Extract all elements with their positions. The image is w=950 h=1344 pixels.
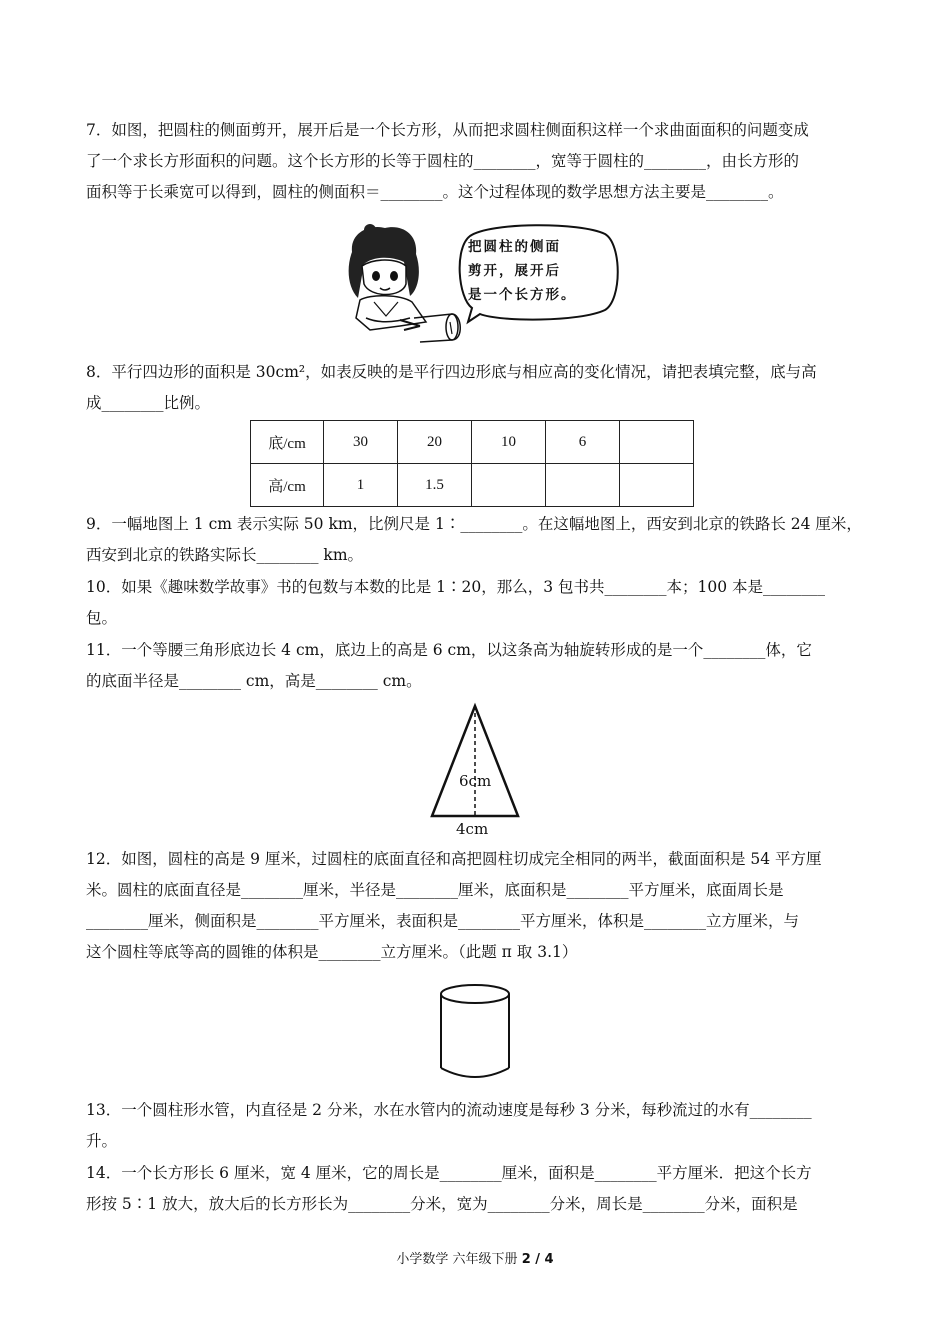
table-cell: 1	[324, 464, 398, 507]
cylinder-top	[441, 985, 509, 1003]
table-cell: 6	[546, 421, 620, 464]
question-8-line: 8．平行四边形的面积是 30cm²，如表反映的是平行四边形底与相应高的变化情况，请把表填完整，底与高	[86, 363, 817, 381]
footer-text: 小学数学 六年级下册	[396, 1252, 522, 1267]
question-10	[86, 572, 866, 634]
question-9-line: 9．一幅地图上 1 cm 表示实际 50 km，比例尺是 1∶________。在这幅地图上，西安到北京的铁路长 24 厘米，	[86, 515, 862, 533]
page-footer	[0, 1248, 950, 1267]
question-14-line: 形按 5∶1 放大，放大后的长方形长为________分米，宽为________分米，周长是________分米，面积是	[86, 1195, 798, 1213]
base-height-table	[250, 420, 694, 507]
question-10-line: 包。	[86, 609, 118, 627]
question-14-line: 14．一个长方形长 6 厘米，宽 4 厘米，它的周长是________厘米，面积是________平方厘米．把这个长方	[86, 1164, 812, 1182]
table-cell	[546, 464, 620, 507]
table-cell: 1.5	[398, 464, 472, 507]
question-8	[86, 357, 866, 419]
table-cell	[472, 464, 546, 507]
table-cell	[620, 421, 694, 464]
page-number: 2 / 4	[521, 1252, 554, 1267]
question-8-line: 成________比例。	[86, 394, 211, 412]
speech-bubble-line: 把圆柱的侧面	[468, 239, 561, 255]
question-11-line: 11．一个等腰三角形底边长 4 cm，底边上的高是 6 cm，以这条高为轴旋转形成的是一个________体，它	[86, 641, 812, 659]
question-7-line: 7．如图，把圆柱的侧面剪开，展开后是一个长方形，从而把求圆柱侧面积这样一个求曲面面积的问题变成	[86, 121, 809, 139]
speech-bubble-text	[468, 235, 598, 307]
question-13	[86, 1095, 866, 1157]
cylinder-bottom	[441, 1068, 509, 1077]
triangle-height-label: 6cm	[459, 772, 492, 790]
speech-bubble-line: 剪开，展开后	[468, 263, 561, 279]
table-cell: 20	[398, 421, 472, 464]
question-10-line: 10．如果《趣味数学故事》书的包数与本数的比是 1∶20，那么，3 包书共________本；100 本是________	[86, 578, 826, 596]
question-9	[86, 509, 866, 571]
question-12-line: ________厘米，侧面积是________平方厘米，表面积是________平方厘米，体积是________立方厘米，与	[86, 912, 800, 930]
question-7	[86, 115, 866, 208]
question-9-line: 西安到北京的铁路实际长________ km。	[86, 546, 364, 564]
triangle-base-label: 4cm	[456, 820, 489, 838]
question-11	[86, 635, 866, 697]
question-12	[86, 844, 866, 968]
question-7-line: 了一个求长方形面积的问题。这个长方形的长等于圆柱的________，宽等于圆柱的________，由长方形的	[86, 152, 800, 170]
question-13-line: 升。	[86, 1132, 118, 1150]
question-13-line: 13．一个圆柱形水管，内直径是 2 分米，水在水管内的流动速度是每秒 3 分米，每秒流过的水有________	[86, 1101, 812, 1119]
table-row	[251, 421, 694, 464]
question-11-line: 的底面半径是________ cm，高是________ cm。	[86, 672, 422, 690]
question-14	[86, 1158, 866, 1220]
table-cell: 高/cm	[251, 464, 324, 507]
question-7-line: 面积等于长乘宽可以得到，圆柱的侧面积＝________。这个过程体现的数学思想方法主要是________。	[86, 183, 784, 201]
question-12-line: 米。圆柱的底面直径是________厘米，半径是________厘米，底面积是________平方厘米，底面周长是	[86, 881, 784, 899]
question-12-line: 这个圆柱等底等高的圆锥的体积是________立方厘米。（此题 π 取 3.1）	[86, 943, 578, 961]
cylinder-figure	[430, 980, 520, 1085]
table-row	[251, 464, 694, 507]
table-cell: 30	[324, 421, 398, 464]
question-12-line: 12．如图，圆柱的高是 9 厘米，过圆柱的底面直径和高把圆柱切成完全相同的两半，截面面积是 54 平方厘	[86, 850, 822, 868]
speech-bubble-line: 是一个长方形。	[468, 287, 577, 303]
table-cell: 底/cm	[251, 421, 324, 464]
table-cell	[620, 464, 694, 507]
table-cell: 10	[472, 421, 546, 464]
